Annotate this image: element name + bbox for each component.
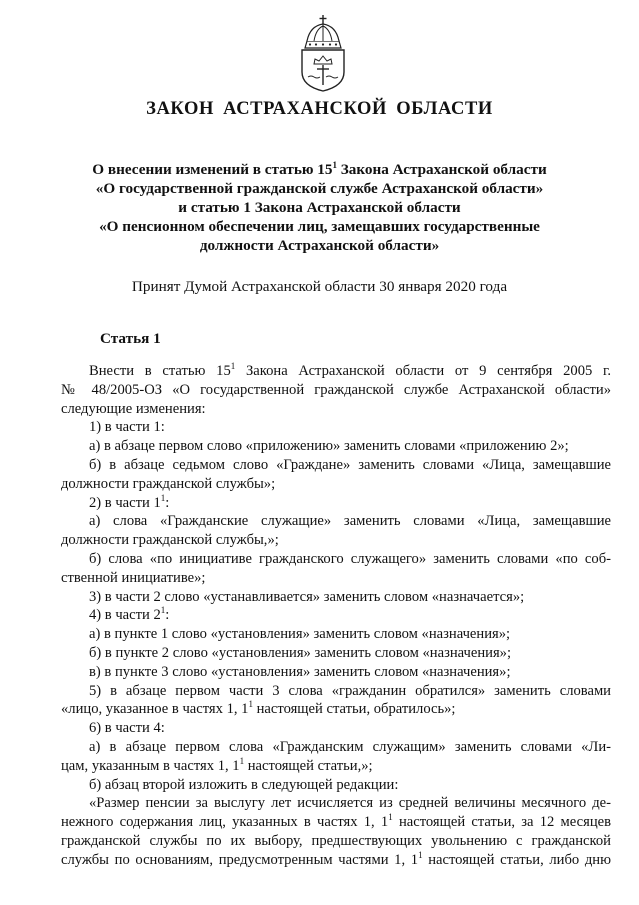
law-subtitle bbox=[60, 160, 579, 255]
list-item-continuation: должности гражданской службы»; bbox=[61, 475, 276, 492]
list-item-continuation: должности гражданской службы,»; bbox=[61, 532, 279, 549]
law-title: ЗАКОН АСТРАХАНСКОЙ ОБЛАСТИ bbox=[146, 99, 493, 119]
list-item: в) в пункте 3 слово «установления» заменить словом «назначения»; bbox=[89, 663, 511, 680]
subtitle-line-2: «О государственной гражданской службе Астраханской области» bbox=[95, 180, 544, 197]
subtitle-line-1: О внесении изменений в статью $15^1$ Закона Астраханской области bbox=[92, 159, 547, 178]
quoted-paragraph-line: «Размер пенсии за выслугу лет исчисляется из средней величины месячного де- bbox=[89, 795, 611, 812]
article-heading: Статья 1 bbox=[100, 330, 161, 347]
adoption-statement: Принят Думой Астраханской области 30 января 2020 года bbox=[131, 278, 508, 295]
paragraph-line: Внести в статью $15^1$ Закона Астраханской области от 9 сентября 2005 г. bbox=[89, 361, 611, 379]
list-item: б) слова «по инициативе гражданского служащего» заменить словами «по соб- bbox=[89, 550, 611, 567]
list-item: б) в абзаце седьмом слово «Граждане» заменить словами «Лица, замещавшие bbox=[89, 456, 611, 473]
list-item: 4) в части $2^1$: bbox=[89, 605, 170, 624]
paragraph-line: № 48/2005-ОЗ «О государственной гражданской службе Астраханской области» bbox=[61, 381, 611, 398]
list-item: а) слова «Гражданские служащие» заменить словами «Лица, замещавшие bbox=[89, 513, 611, 530]
quoted-paragraph-line: нежного содержания лиц, указанных в частях 1, $1^1$ настоящей статьи, за 12 месяцев bbox=[61, 812, 611, 831]
paragraph-line: следующие изменения: bbox=[61, 400, 206, 417]
list-item: б) в пункте 2 слово «установления» заменить словом «назначения»; bbox=[89, 644, 512, 661]
quoted-paragraph-line: гражданской службы по их выбору, предшествующих увольнению с гражданской bbox=[61, 832, 611, 849]
article-body bbox=[61, 362, 611, 870]
list-item: а) в абзаце первом слова «Гражданским служащим» заменить словами «Ли- bbox=[89, 738, 611, 755]
list-item: а) в абзаце первом слово «приложению» заменить словами «приложению 2»; bbox=[89, 438, 569, 455]
coat-of-arms-emblem bbox=[296, 14, 350, 92]
list-item-continuation: «лицо, указанное в частях 1, $1^1$ настоящей статьи, обратилось»; bbox=[61, 699, 456, 718]
list-item: 1) в части 1: bbox=[89, 419, 165, 436]
subtitle-line-4: «О пенсионном обеспечении лиц, замещавших государственные bbox=[99, 218, 540, 235]
list-item: 3) в части 2 слово «устанавливается» заменить словом «назначается»; bbox=[89, 588, 525, 605]
list-item-continuation: цам, указанным в частях 1, $1^1$ настоящей статьи,»; bbox=[61, 755, 373, 774]
list-item: 2) в части $1^1$: bbox=[89, 492, 170, 511]
list-item-continuation: ственной инициативе»; bbox=[61, 569, 206, 586]
coat-of-arms-icon bbox=[296, 14, 350, 92]
subtitle-line-3: и статью 1 Закона Астраханской области bbox=[178, 199, 461, 216]
list-item: а) в пункте 1 слово «установления» заменить словом «назначения»; bbox=[89, 626, 511, 643]
list-item: 5) в абзаце первом части 3 слова «гражданин обратился» заменить словами bbox=[89, 682, 611, 699]
list-item: б) абзац второй изложить в следующей редакции: bbox=[89, 776, 399, 793]
quoted-paragraph-line: службы по основаниям, предусмотренным частями 1, $1^1$ настоящей статьи, либо дню bbox=[61, 849, 611, 868]
list-item: 6) в части 4: bbox=[89, 720, 165, 737]
subtitle-line-5: должности Астраханской области» bbox=[199, 237, 440, 254]
